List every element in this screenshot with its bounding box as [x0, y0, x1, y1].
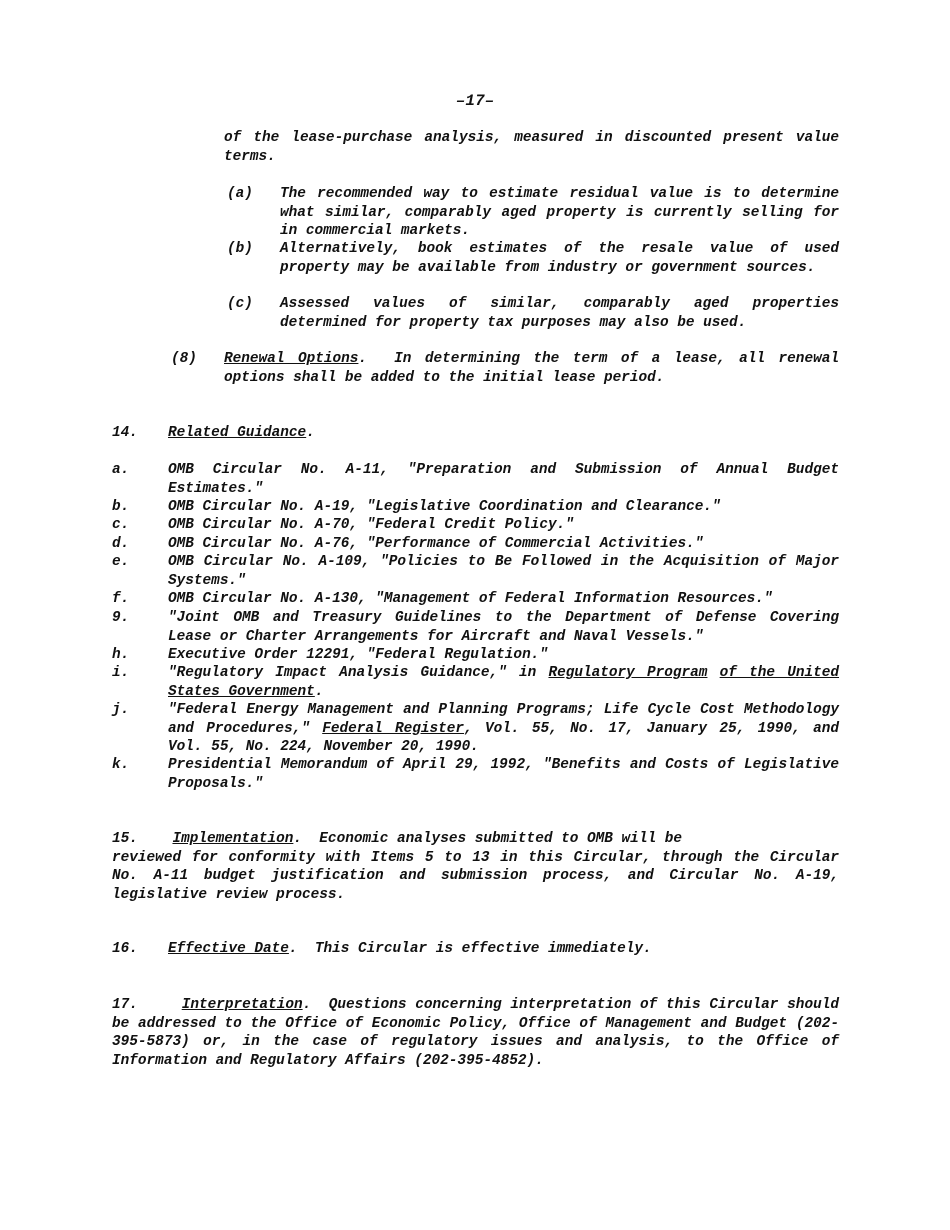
item-text — [168, 701, 839, 757]
item-body: In determining the term of a lease, all renewal options shall be added to the initial lease period. — [224, 351, 839, 386]
section-title: Related Guidance — [168, 425, 307, 441]
intro-paragraph: of the lease-purchase analysis, measured in discounted present value terms. — [224, 130, 839, 165]
item-text: Alternatively, book estimates of the resale value of used property may be available from industry or government sources. — [280, 241, 839, 276]
item-text: OMB Circular No. A-130, "Management of Federal Information Resources." — [168, 591, 773, 607]
item-label: d. — [112, 536, 130, 552]
section-16-number: 16. — [112, 941, 138, 957]
item-text: OMB Circular No. A-11, "Preparation and Submission of Annual Budget Estimates." — [168, 462, 839, 497]
section-first-line: Economic analyses submitted to OMB will be — [319, 831, 682, 847]
item-label: (a) — [227, 186, 253, 202]
section-title: Effective Date — [168, 941, 289, 957]
section-body: Questions concerning interpretation of this Circular should be addressed to the Office of Economic Policy, Office of Management and Budget (202-395-5873) or, in the case of regulatory issues and analysis, to the Office of Information and Regulatory Affairs (202-395-4852). — [112, 997, 839, 1069]
item-label: i. — [112, 665, 130, 681]
section-15-paragraph: 15. Implementation. Economic analyses submitted to OMB will be reviewed for conformity with Items 5 to 13 in this Circular, through the Circular No. A-11 budget justification and submission process, and Circular No. A-19, legislative review process. — [112, 831, 839, 903]
underlined-title: Regulatory Program — [548, 665, 708, 681]
section-title: Implementation — [172, 831, 294, 847]
item-text: Renewal Options. In determining the term of a lease, all renewal options shall be added to the initial lease period. — [224, 351, 839, 386]
section-body: reviewed for conformity with Items 5 to 13 in this Circular, through the Circular No. A-11 budget justification and submission process, and Circular No. A-19, legislative review process. — [112, 849, 839, 903]
item-text: "Joint OMB and Treasury Guidelines to the Department of Defense Covering Lease or Charter Arrangements for Aircraft and Naval Vessels." — [168, 610, 839, 645]
item-label: (8) — [171, 351, 197, 367]
item-label: (c) — [227, 296, 253, 312]
item-text: OMB Circular No. A-109, "Policies to Be Followed in the Acquisition of Major Systems." — [168, 554, 839, 589]
item-label: c. — [112, 517, 130, 533]
item-label: a. — [112, 462, 130, 478]
section-number: 15. — [112, 831, 138, 847]
item-label: j. — [112, 702, 130, 718]
item-label: e. — [112, 554, 130, 570]
item-label: k. — [112, 757, 130, 773]
item-text: OMB Circular No. A-70, "Federal Credit Policy." — [168, 517, 574, 533]
section-16-line: Effective Date. This Circular is effective immediately. — [168, 941, 652, 957]
item-text: Presidential Memorandum of April 29, 1992, "Benefits and Costs of Legislative Proposals." — [168, 757, 839, 792]
underlined-title: Federal Register — [322, 720, 465, 737]
item-text: OMB Circular No. A-19, "Legislative Coordination and Clearance." — [168, 499, 721, 515]
item-text: Assessed values of similar, comparably aged properties determined for property tax purposes may also be used. — [280, 296, 839, 331]
section-number: 17. — [112, 997, 138, 1013]
item-label: 9. — [112, 610, 130, 626]
item-text: The recommended way to estimate residual value is to determine what similar, comparably aged property is currently selling for in commercial markets. — [280, 186, 839, 239]
item-label: b. — [112, 499, 130, 515]
section-17-paragraph: 17. Interpretation. Questions concerning interpretation of this Circular should be addressed to the Office of Economic Policy, Office of Management and Budget (202-395-5873) or, in the case of regulatory issues and analysis, to the Office of Information and Regulatory Affairs (202-395-4852). — [112, 997, 839, 1069]
section-title: Interpretation — [181, 997, 303, 1013]
page-number: –17– — [455, 92, 495, 110]
text-segment: . — [314, 683, 324, 700]
section-body: This Circular is effective immediately. — [314, 941, 652, 957]
item-title: Renewal Options — [224, 351, 359, 367]
section-number: 14. — [112, 425, 138, 441]
text-segment: "Federal Energy Management and Planning Programs; Life Cycle Cost Methodology and Procedures," — [168, 702, 839, 737]
text-segment: , Vol. 55, No. 17, January 25, 1990, and Vol. 55, No. 224, November 20, 1990. — [168, 720, 839, 755]
text-segment: "Regulatory Impact Analysis Guidance," in — [168, 665, 549, 681]
item-text — [168, 664, 839, 701]
item-text: Executive Order 12291, "Federal Regulation." — [168, 647, 548, 663]
section-title-wrap: Related Guidance. — [168, 425, 315, 441]
item-label: f. — [112, 591, 130, 607]
item-text: OMB Circular No. A-76, "Performance of Commercial Activities." — [168, 536, 704, 552]
item-label: h. — [112, 647, 130, 663]
item-label: (b) — [227, 241, 253, 257]
underlined-title: of the United States Government — [168, 665, 840, 700]
